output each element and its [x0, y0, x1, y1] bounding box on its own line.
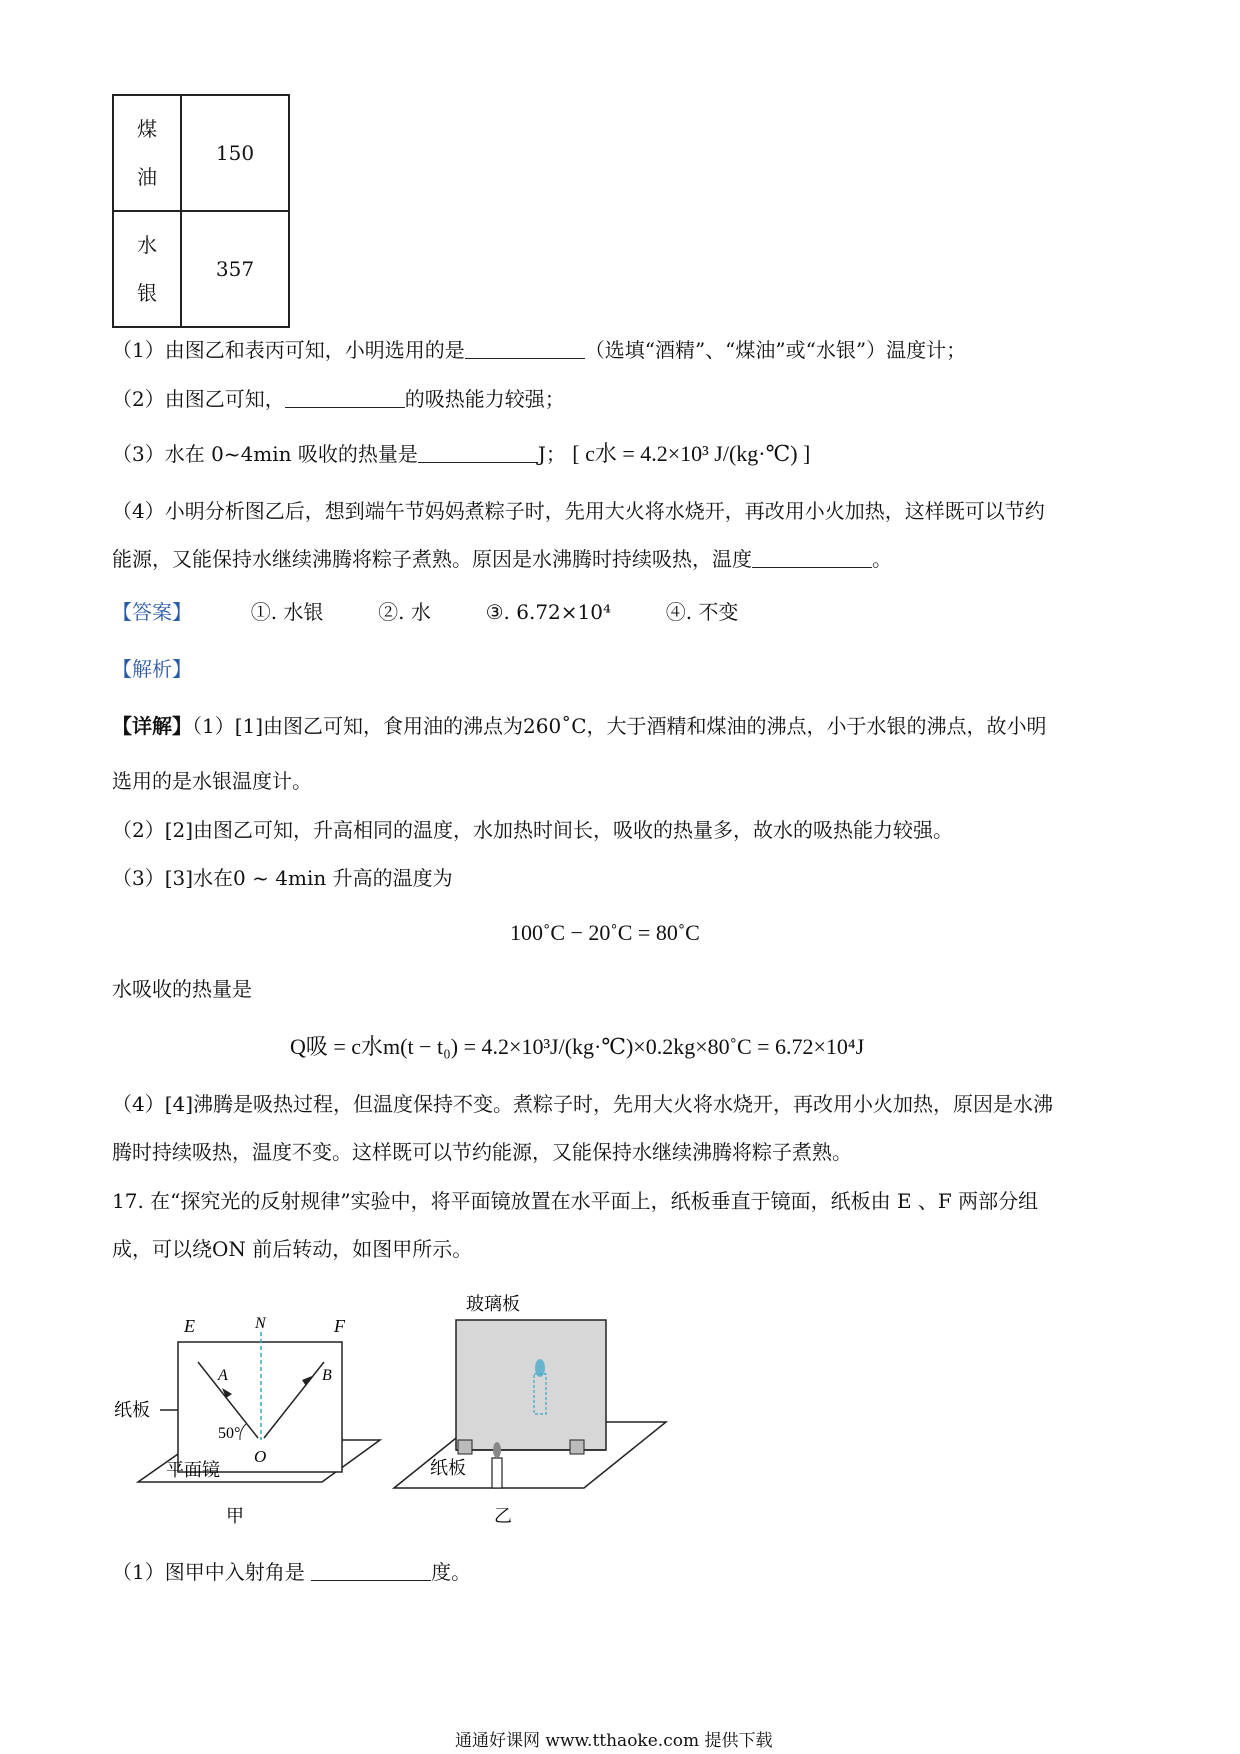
stand-right	[570, 1440, 584, 1454]
question-4-line2: 能源，又能保持水继续沸腾将粽子煮熟。原因是水沸腾时持续吸热，温度 。	[112, 547, 892, 571]
mirror-figure-yi	[390, 1290, 670, 1530]
equation-heat: Q吸 = c水m(t − t₀) = 4.2×10³J/(kg·℃)×0.2kg×80˚C = 6.72×10⁴J	[290, 1034, 865, 1059]
label-O: O	[254, 1447, 267, 1466]
answer-blank[interactable]	[465, 338, 585, 359]
label-F: F	[334, 1316, 345, 1336]
question-3: （3）水在 0~4min 吸收的热量是 J； [ c水 = 4.2×10³ J/(kg·℃) ]	[112, 441, 811, 466]
liquid-name-cell: 水 银	[113, 211, 181, 327]
question-1: （1）由图乙和表丙可知，小明选用的是 （选填“酒精”、“煤油”或“水银”）温度计；	[112, 338, 967, 362]
page-footer: 通通好课网 www.tthaoke.com 提供下载	[455, 1731, 773, 1751]
board-label: 纸板	[430, 1458, 466, 1479]
boiling-point-cell: 150	[181, 95, 289, 211]
answer-item: ③. 6.72×10⁴	[485, 600, 611, 624]
q17-line2: 成，可以绕ON 前后转动，如图甲所示。	[112, 1237, 473, 1261]
caption-yi: 乙	[494, 1506, 512, 1527]
table-row	[113, 211, 289, 327]
candle-image-flame	[535, 1359, 545, 1377]
angle-label: 50°	[218, 1425, 241, 1442]
reflection-figure-jia	[100, 1310, 400, 1530]
stand-left	[458, 1440, 472, 1454]
q17-line1: 17. 在“探究光的反射规律”实验中，将平面镜放置在水平面上，纸板垂直于镜面，纸板由 E 、F 两部分组	[112, 1189, 1039, 1213]
analysis-p1-line1: 【详解】（1）[1]由图乙可知，食用油的沸点为260˚C，大于酒精和煤油的沸点，小于水银的沸点，故小明	[112, 714, 1047, 738]
answer-item: ④. 不变	[665, 600, 739, 624]
analysis-p3b: 水吸收的热量是	[112, 977, 252, 1001]
analysis-p4-line1: （4）[4]沸腾是吸热过程，但温度保持不变。煮粽子时，先用大火将水烧开，再改用小火加热，原因是水沸	[112, 1092, 1054, 1116]
answer-item: ②. 水	[378, 600, 431, 624]
analysis-label: 【解析】	[112, 657, 192, 681]
liquid-name-cell: 煤 油	[113, 95, 181, 211]
boiling-point-table	[112, 94, 290, 328]
answer-line	[112, 598, 738, 626]
board-label: 纸板	[114, 1400, 150, 1421]
answer-blank[interactable]	[285, 387, 405, 408]
boiling-point-cell: 357	[181, 211, 289, 327]
label-B: B	[322, 1367, 332, 1384]
question-4-line1: （4）小明分析图乙后，想到端午节妈妈煮粽子时，先用大火将水烧开，再改用小火加热，这样既可以节约	[112, 499, 1045, 523]
caption-jia: 甲	[226, 1506, 244, 1527]
table-row	[113, 95, 289, 211]
q17-question-1: （1）图甲中入射角是 度。	[112, 1560, 472, 1584]
question-2: （2）由图乙可知， 的吸热能力较强；	[112, 387, 565, 411]
label-A: A	[218, 1367, 228, 1384]
label-E: E	[184, 1316, 195, 1336]
candle-flame	[493, 1442, 501, 1458]
label-N: N	[255, 1315, 266, 1332]
answer-item: ①. 水银	[250, 600, 324, 624]
analysis-p4-line2: 腾时持续吸热，温度不变。这样既可以节约能源，又能保持水继续沸腾将粽子煮熟。	[112, 1140, 852, 1164]
answer-blank[interactable]	[311, 1560, 431, 1581]
answer-label: 【答案】	[112, 600, 192, 624]
analysis-p1-line2: 选用的是水银温度计。	[112, 769, 312, 793]
analysis-p3: （3）[3]水在0 ~ 4min 升高的温度为	[112, 866, 453, 890]
analysis-p2: （2）[2]由图乙可知，升高相同的温度，水加热时间长，吸收的热量多，故水的吸热能力较强。	[112, 818, 954, 842]
candle	[492, 1458, 502, 1488]
specific-heat-formula: [ c水 = 4.2×10³ J/(kg·℃) ]	[572, 441, 811, 466]
answer-blank[interactable]	[752, 547, 872, 568]
mirror-label: 平面镜	[166, 1460, 220, 1481]
equation-temperature: 100˚C − 20˚C = 80˚C	[510, 920, 700, 945]
glass-label: 玻璃板	[466, 1294, 520, 1315]
glass-plate-shape	[456, 1320, 606, 1450]
answer-blank[interactable]	[418, 442, 538, 463]
